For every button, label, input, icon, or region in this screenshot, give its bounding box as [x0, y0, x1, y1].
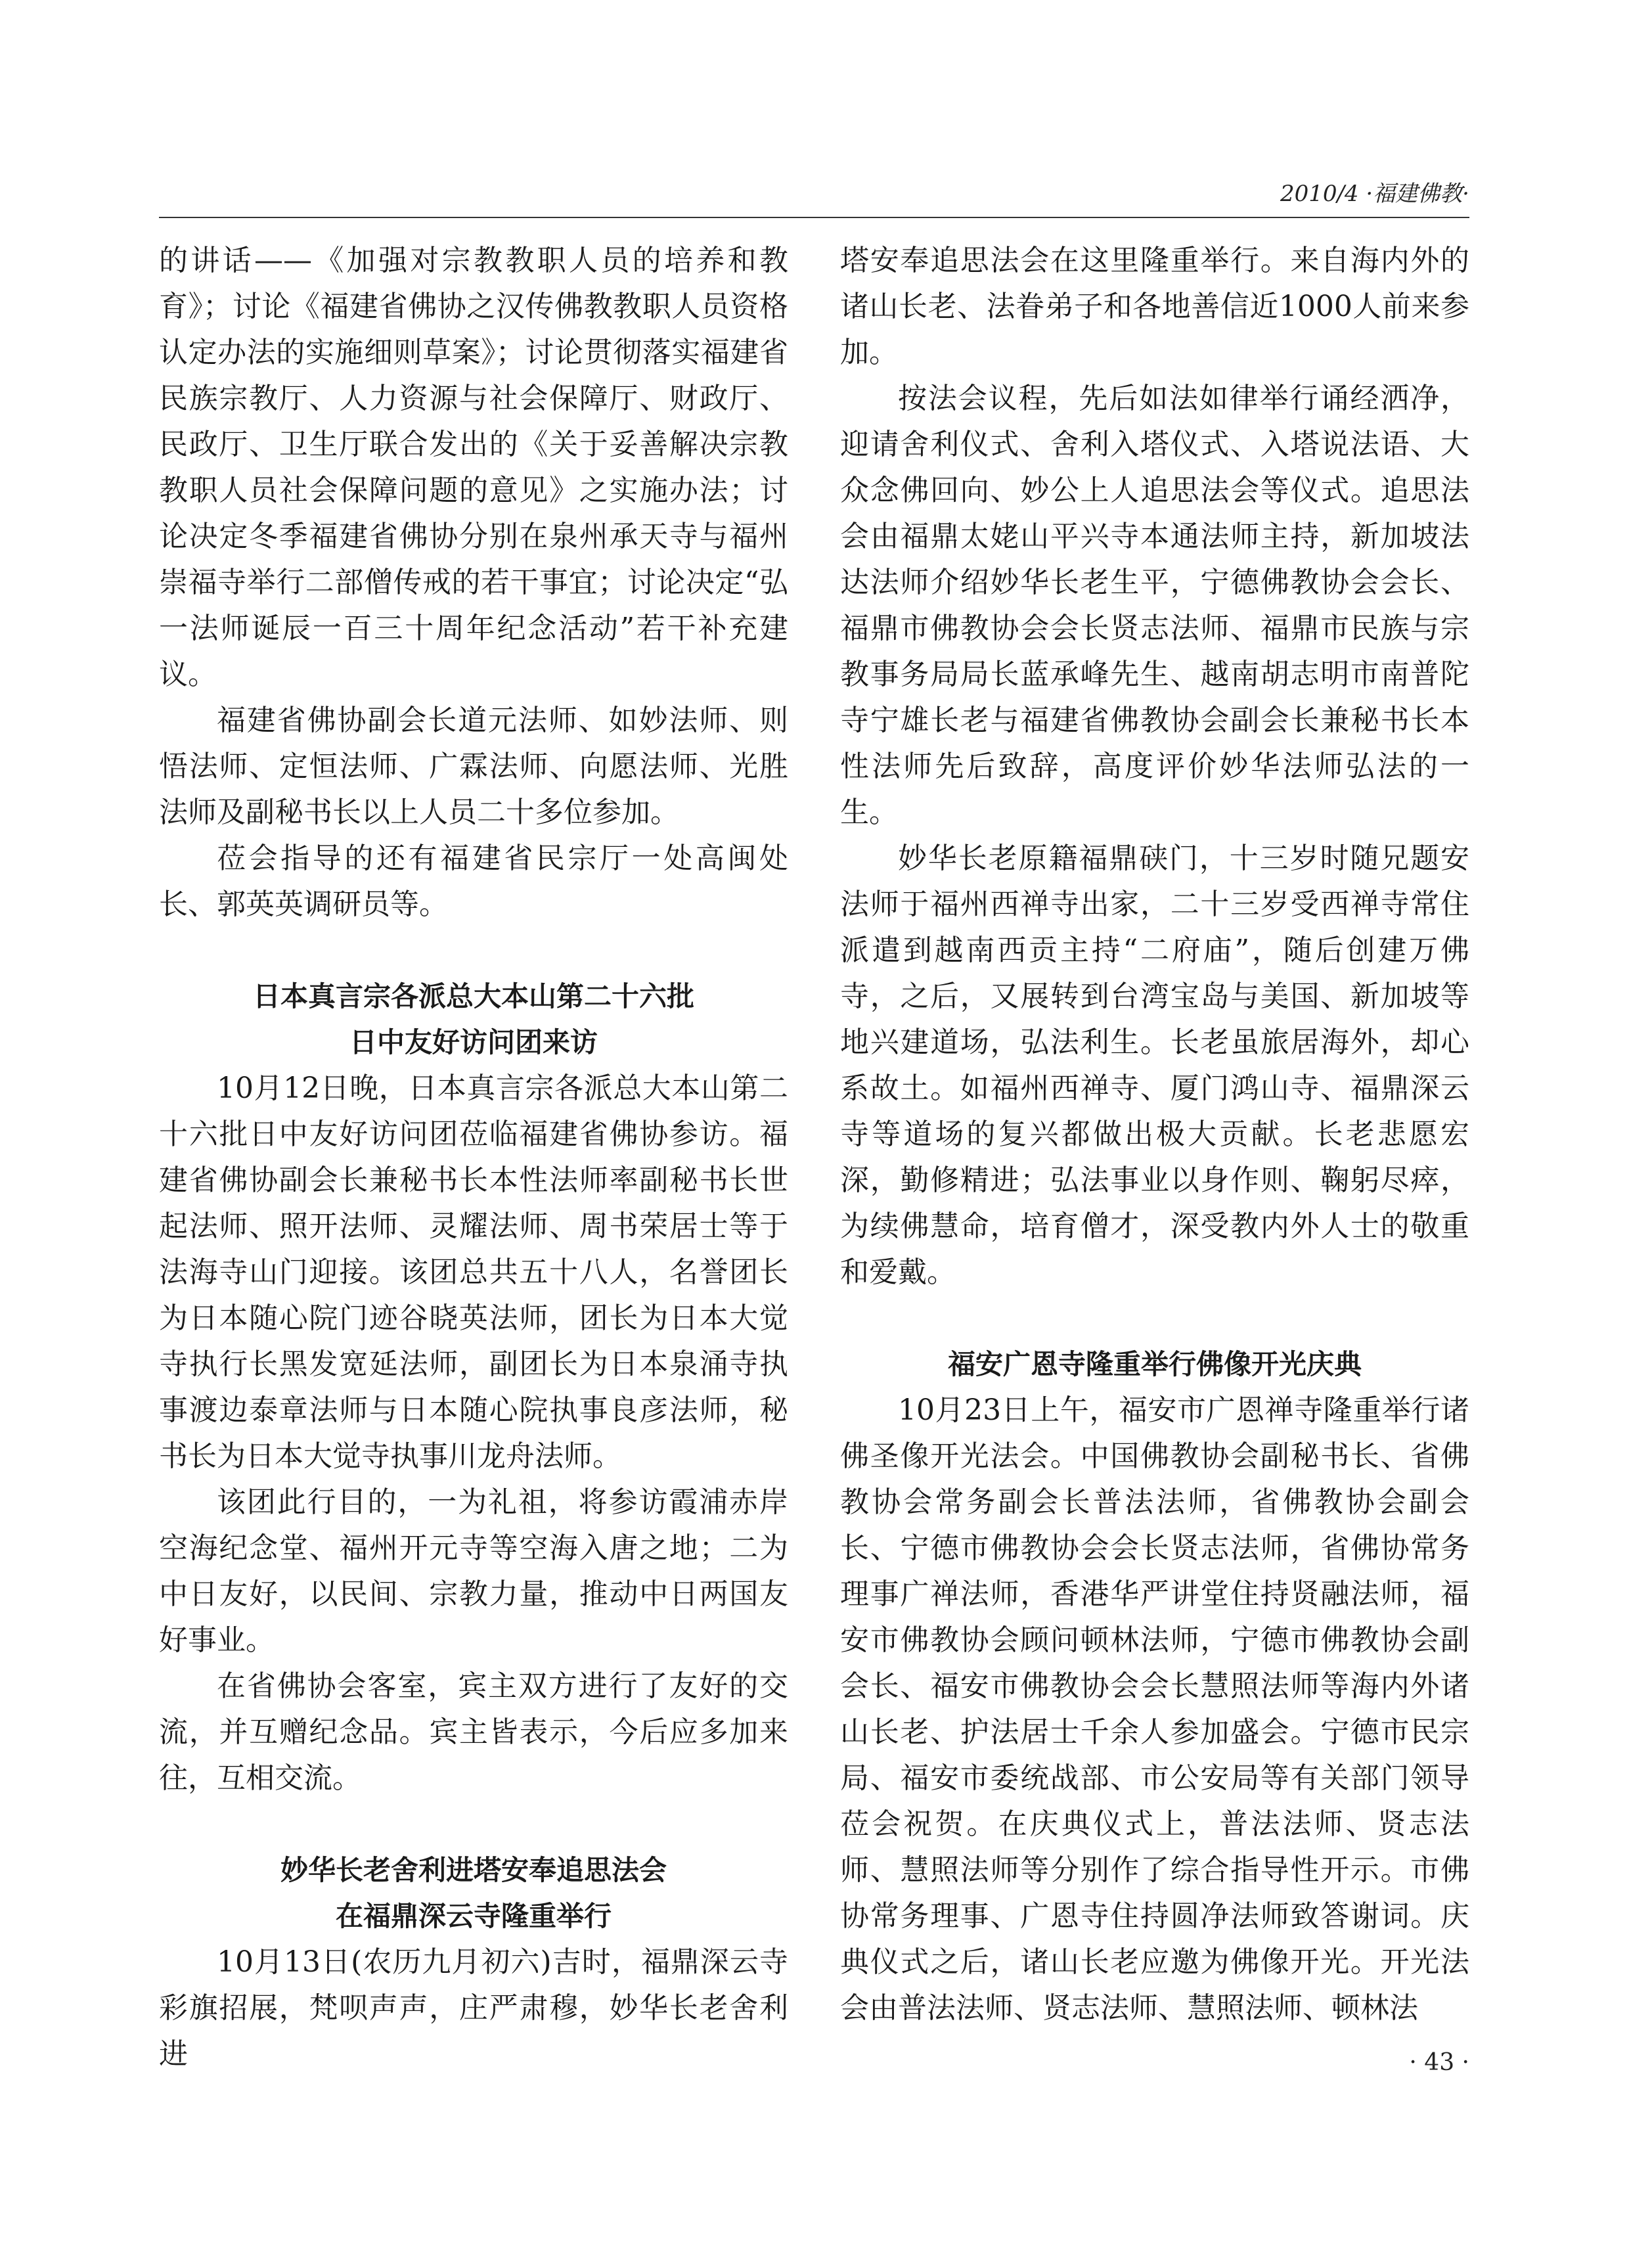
running-header: 2010/4 ·福建佛教· — [1280, 181, 1469, 207]
paragraph-continued: 的讲话——《加强对宗教教职人员的培养和教育》；讨论《福建省佛协之汉传佛教教职人员资格认定办法的实施细则草案》；讨论贯彻落实福建省民族宗教厅、人力资源与社会保障厅、财政厅、民政厅、卫生厅联合发出的《关于妥善解决宗教教职人员社会保障问题的意见》之实施办法；讨论决定冬季福建省佛协分别在泉州承天寺与福州崇福寺举行二部僧传戒的若干事宜；讨论决定“弘一法师诞辰一百三十周年纪念活动”若干补充建议。 — [159, 244, 788, 691]
article-title-japan-line2: 日中友好访问团来访 — [349, 1026, 598, 1058]
page-number: · 43 · — [1409, 2049, 1469, 2076]
section-gap — [840, 1296, 1469, 1342]
section-gap — [159, 928, 788, 974]
left-column — [159, 238, 788, 2071]
article-title-miaohua-line2: 在福鼎深云寺隆重举行 — [335, 1900, 612, 1932]
paragraph-japan-exchange: 在省佛协会客室，宾主双方进行了友好的交流，并互赠纪念品。宾主皆表示，今后应多加来往，互相交流。 — [159, 1669, 788, 1795]
article-title-japan-line1: 日本真言宗各派总大本山第二十六批 — [252, 980, 694, 1012]
article-title-miaohua-line1: 妙华长老舍利进塔安奉追思法会 — [280, 1854, 667, 1886]
paragraph-japan-purpose: 该团此行目的，一为礼祖，将参访霞浦赤岸空海纪念堂、福州开元寺等空海入唐之地；二为中日友好，以民间、宗教力量，推动中日两国友好事业。 — [159, 1485, 788, 1657]
paragraph-participants: 福建省佛协副会长道元法师、如妙法师、则悟法师、定恒法师、广霖法师、向愿法师、光胜法师及副秘书长以上人员二十多位参加。 — [159, 704, 788, 829]
article-title-guangen: 福安广恩寺隆重举行佛像开光庆典 — [947, 1348, 1362, 1380]
paragraph-miaohua-continued: 塔安奉追思法会在这里隆重举行。来自海内外的诸山长老、法眷弟子和各地善信近1000人前来参加。 — [840, 244, 1469, 369]
right-column — [840, 238, 1469, 2031]
paragraph-miaohua-biography: 妙华长老原籍福鼎硖门，十三岁时随兄题安法师于福州西禅寺出家，二十三岁受西禅寺常住派遣到越南西贡主持“二府庙”，随后创建万佛寺，之后，又展转到台湾宝岛与美国、新加坡等地兴建道场，弘法利生。长老虽旅居海外，却心系故土。如福州西禅寺、厦门鸿山寺、福鼎深云寺等道场的复兴都做出极大贡献。长老悲愿宏深，勤修精进；弘法事业以身作则、鞠躬尽瘁，为续佛慧命，培育僧才，深受教内外人士的敬重和爱戴。 — [840, 842, 1469, 1289]
section-gap — [159, 1801, 788, 1847]
paragraph-guidance: 莅会指导的还有福建省民宗厅一处高闽处长、郭英英调研员等。 — [159, 842, 788, 921]
header-rule — [159, 217, 1469, 218]
paragraph-ceremony-program: 按法会议程，先后如法如律举行诵经洒净，迎请舍利仪式、舍利入塔仪式、入塔说法语、大众念佛回向、妙公上人追思法会等仪式。追思法会由福鼎太姥山平兴寺本通法师主持，新加坡法达法师介绍妙华长老生平，宁德佛教协会会长、福鼎市佛教协会会长贤志法师、福鼎市民族与宗教事务局局长蓝承峰先生、越南胡志明市南普陀寺宁雄长老与福建省佛教协会副会长兼秘书长本性法师先后致辞，高度评价妙华法师弘法的一生。 — [840, 382, 1469, 829]
paragraph-guangen-ceremony: 10月23日上午，福安市广恩禅寺隆重举行诸佛圣像开光法会。中国佛教协会副秘书长、省佛教协会常务副会长普法法师，省佛教协会副会长、宁德市佛教协会会长贤志法师，省佛协常务理事广禅法师，香港华严讲堂住持贤融法师，福安市佛教协会顾问顿林法师，宁德市佛教协会副会长、福安市佛教协会会长慧照法师等海内外诸山长老、护法居士千余人参加盛会。宁德市民宗局、福安市委统战部、市公安局等有关部门领导莅会祝贺。在庆典仪式上，普法法师、贤志法师、慧照法师等分别作了综合指导性开示。市佛协常务理事、广恩寺住持圆净法师致答谢词。庆典仪式之后，诸山长老应邀为佛像开光。开光法会由普法法师、贤志法师、慧照法师、顿林法 — [840, 1393, 1469, 2025]
paragraph-japan-visit: 10月12日晚，日本真言宗各派总大本山第二十六批日中友好访问团莅临福建省佛协参访。福建省佛协副会长兼秘书长本性法师率副秘书长世起法师、照开法师、灵耀法师、周书荣居士等于法海寺山门迎接。该团总共五十八人，名誉团长为日本随心院门迹谷晓英法师，团长为日本大觉寺执行长黑发宽延法师，副团长为日本泉涌寺执事渡边泰章法师与日本随心院执事良彦法师，秘书长为日本大觉寺执事川龙舟法师。 — [159, 1072, 788, 1473]
paragraph-miaohua-start: 10月13日(农历九月初六)吉时，福鼎深云寺彩旗招展，梵呗声声，庄严肃穆，妙华长老舍利进 — [159, 1945, 788, 2071]
